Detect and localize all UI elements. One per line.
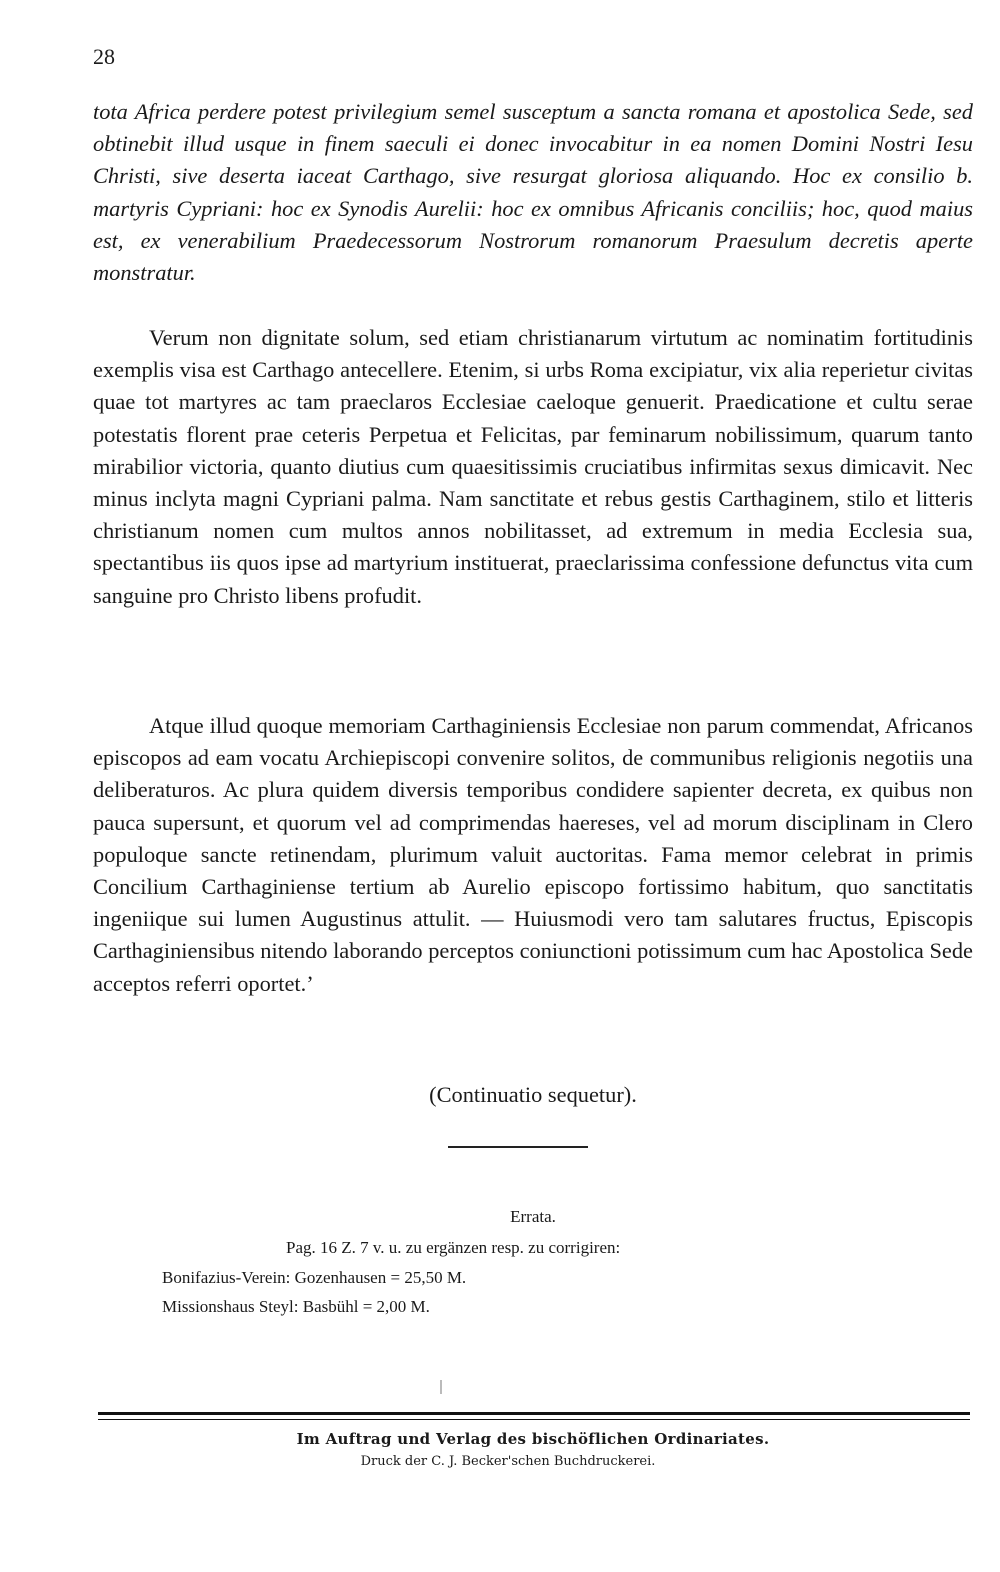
footer-rule-thin: [98, 1419, 970, 1420]
errata-correction: Missionshaus Steyl: Basbühl = 2,00 M.: [162, 1297, 430, 1316]
page-number: 28: [93, 44, 115, 69]
errata-title: Errata.: [510, 1207, 556, 1226]
continuation-note: (Continuatio sequetur).: [429, 1082, 637, 1107]
errata-correction: Bonifazius-Verein: Gozenhausen = 25,50 M.: [162, 1268, 467, 1287]
body-paragraph-2: Atque illud quoque memoriam Carthaginiensis Ecclesiae non parum commendat, Africanos episcopos ad eam vocatu Archiepiscopi convenire solitos, de communibus religionis negotiis una deliberaturos. Ac plura quidem diversis temporibus condidere sapienter decreta, ex quibus non pauca supersunt, et quorum vel ad comprimendas haereses, vel ad morum disciplinam in Clero populoque sancte retinendam, plurimum valuit auctoritas. Fama memor celebrat in primis Concilium Carthaginiense tertium ab Aurelio episcopo fortissimo habitum, quo sanctitatis ingeniique sui lumen Augustinus attulit. — Huiusmodi vero tam salutares fructus, Episcopis Carthaginiensibus nitendo laborando perceptos coniunctioni potissimum cum hac Apostolica Sede acceptos referri oportet.’: [93, 713, 973, 996]
body-paragraph-1: Verum non dignitate solum, sed etiam christianarum virtutum ac nominatim fortitudinis exemplis visa est Carthago antecellere. Etenim, si urbs Roma excipiatur, vix alia reperietur civitas quae tot martyres ac tam praeclaros Ecclesiae caeloque genuerit. Praedicatione et cultu serae potestatis florent prae ceteris Perpetua et Felicitas, par feminarum nobilissimum, quarum tanto mirabilior victoria, quanto diutius cum quaesitissimis cruciatibus infirmitas sexus dimicavit. Nec minus inclyta magni Cypriani palma. Nam sanctitate et rebus gestis Carthaginem, stilo et litteris christianum nomen cum multos annos nobilitasset, ad extremum in media Ecclesia sua, spectantibus iis quos ipse ad martyrium instituerat, praeclarissima confessione defunctus vita cum sanguine pro Christo libens profudit.: [93, 325, 973, 608]
print-mark: [440, 1380, 442, 1394]
imprint-publisher: Im Auftrag und Verlag des bischöflichen Ordinariates.: [296, 1430, 770, 1448]
footer-rule-thick: [98, 1412, 970, 1415]
errata-reference: Pag. 16 Z. 7 v. u. zu ergänzen resp. zu corrigiren:: [286, 1238, 621, 1257]
imprint-printer: Druck der C. J. Becker'schen Buchdruckerei.: [360, 1454, 656, 1469]
italic-quotation: tota Africa perdere potest privilegium semel susceptum a sancta romana et apostolica Sede, sed obtinebit illud usque in finem saeculi ei donec invocabitur in ea nomen Domini Nostri Iesu Christi, sive deserta iaceat Carthago, sive resurgat gloriosa aliquando. Hoc ex consilio b. martyris Cypriani: hoc ex Synodis Aurelii: hoc ex omnibus Africanis conciliis; hoc, quod maius est, ex venerabilium Praedecessorum Nostrorum romanorum Praesulum decretis aperte monstratur.: [93, 99, 973, 286]
section-divider: [448, 1146, 588, 1148]
